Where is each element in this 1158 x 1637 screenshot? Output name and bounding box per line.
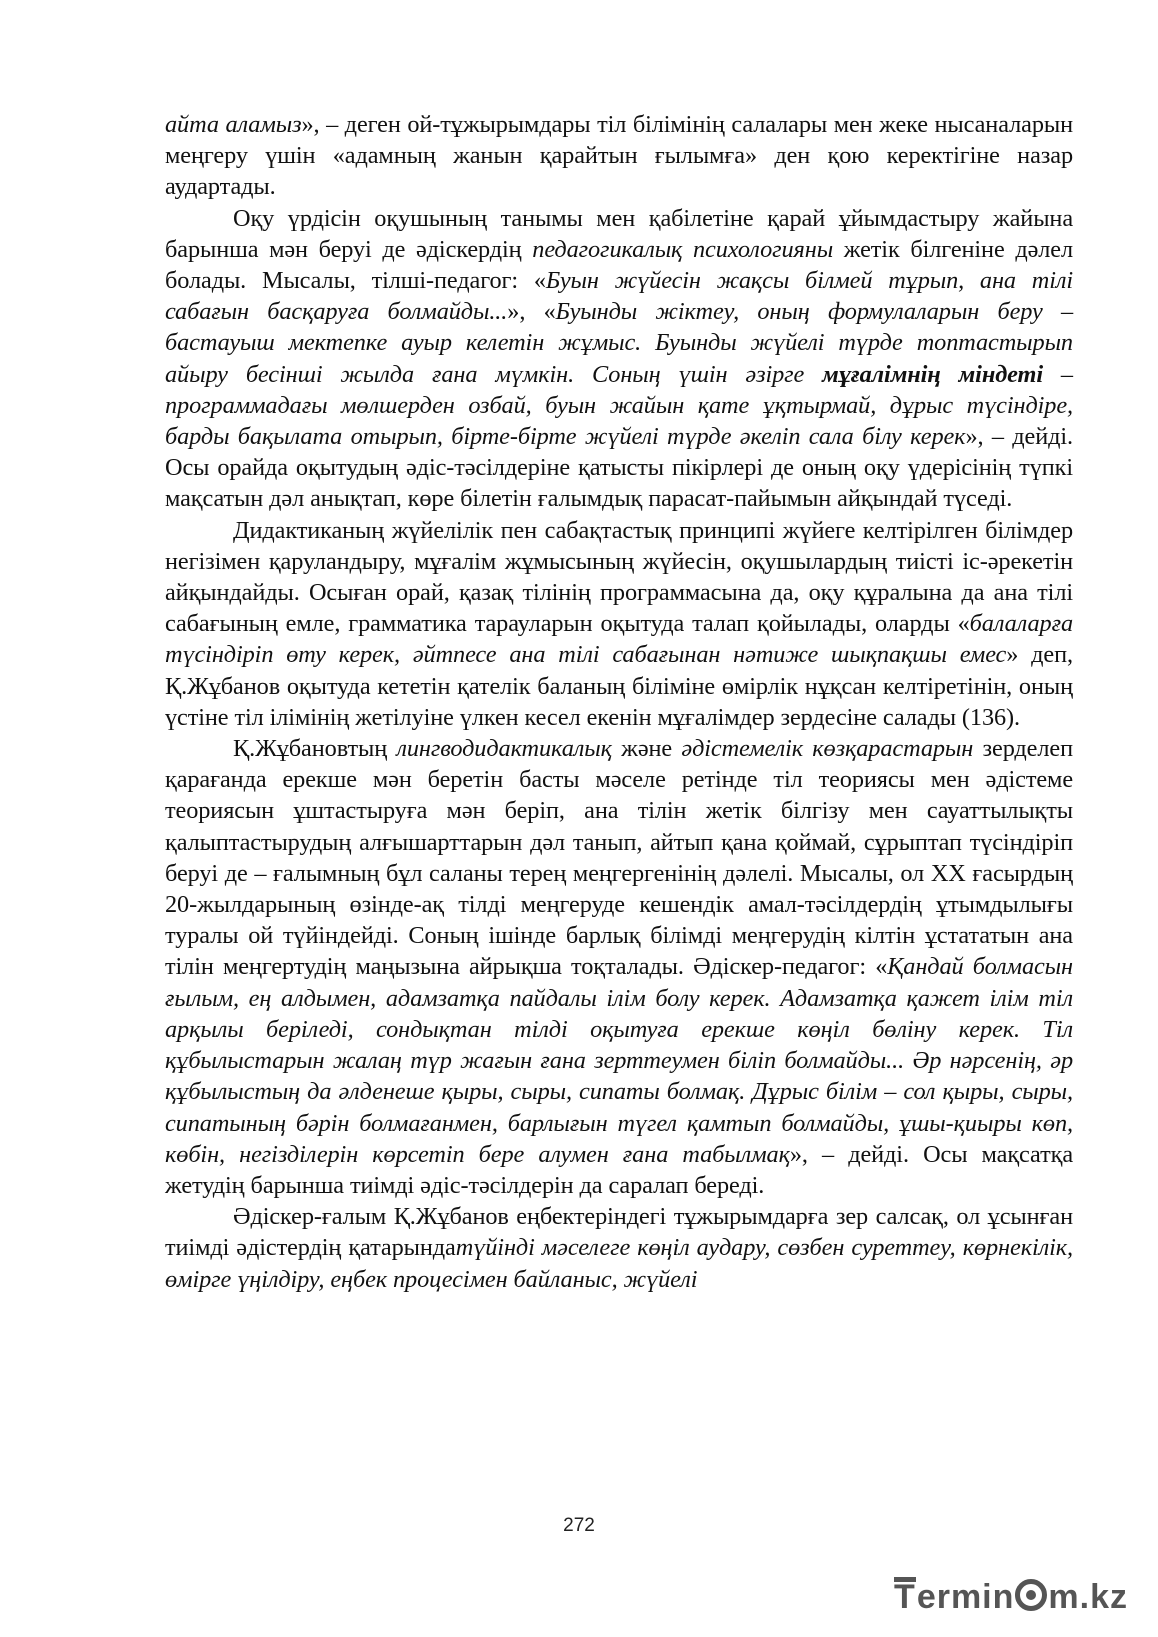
text-run: », – дейді. Осы мақсатқа жетудің барынша тиімді әдіс-тәсілдерін да саралап береді.	[165, 1140, 1074, 1199]
logo-text-suffix: m.kz	[1048, 1578, 1128, 1616]
bold-italic-run: мұғалімнің міндеті	[822, 360, 1043, 388]
text-run: », – дейді. Осы орайда оқытудың әдіс-тәсілдеріне қатысты пікірлері де оның оқу үдерісінің түпкі мақсатын дәл анықтап, көре білетін ғалымдық парасат-пайымын айқындай түседі.	[165, 423, 1073, 513]
italic-run: Буын жүйесін жақсы білмей тұрып, ана тілі сабағын басқаруға болмайды...	[165, 267, 1073, 326]
logo-letter-t: T	[894, 1578, 916, 1616]
italic-run: түйінді мәселеге көңіл аудару, сөзбен суреттеу, көрнекілік, өмірге үңілдіру, еңбек процесімен байланыс, жүйелі	[165, 1234, 1073, 1293]
text-run: Әдіскер-ғалым Қ.Жұбанов еңбектеріндегі тұжырымдарға зер салсақ, ол ұсынған тиімді әдістердің қатарында	[165, 1203, 1073, 1262]
italic-run: Қандай болмасын ғылым, ең алдымен, адамзатқа пайдалы ілім болу керек. Адамзатқа қажет ілім тіл арқылы беріледі, сондықтан тілді оқытуға ерекше көңіл бөліну керек. Тіл құбылыстарын жалаң түр жағын ғана зерттеумен біліп болмайды... Әр нәрсенің, әр құбылыстың да әлденеше қыры, сыры, сипаты болмақ. Дұрыс білім – сол қыры, сыры, сипатының бәрін болмағанмен, барлығын түгел қамтып болмайды, ұшы-қиыры көп, көбін, негізділерін көрсетіп бере алумен ғана табылмақ	[165, 953, 1073, 1168]
termincom-logo	[894, 1577, 1128, 1617]
text-run: Қ.Жұбановтың	[233, 735, 397, 763]
text-run: Дидактиканың жүйелілік пен сабақтастық принципі жүйеге келтірілген білімдер негізімен қаруландыру, мұғалім жұмысының жүйесін, оқушылардың тиісті іс-әрекетін айқындайды. Осыған орай, қазақ тілінің программасына да, оқу құралына да ана тілі сабағының емле, грамматика тарауларын оқытуда талап қойылады, оларды «	[165, 516, 1073, 638]
text-run: », – деген ой-тұжырымдары тіл білімінің салалары мен жеке нысаналарын меңгеру үшін «адамның жанын қарайтын ғылымға» ден қою керектігіне назар аудартады.	[165, 111, 1073, 201]
document-body	[165, 109, 1073, 1295]
italic-run: балаларға түсіндіріп өту керек, әйтпесе ана тілі сабағынан нәтиже шықпақшы емес	[165, 610, 1073, 669]
text-run: Оқу үрдісін оқушының танымы мен қабілетіне қарай ұйымдастыру жайына барынша мән беруі де әдіскердің	[165, 204, 1073, 263]
text-run: » деп, Қ.Жұбанов оқытуда кететін қателік баланың біліміне өмірлік нұқсан келтіретінін, оның үстіне тіл ілімінің жетілуіне үлкен кесел екенін мұғалімдер зердесіне салады (136).	[165, 641, 1073, 731]
page-number: 272	[563, 1515, 595, 1536]
italic-run: Буынды жіктеу, оның формулаларын беру – бастауыш мектепке ауыр келетін жұмыс. Буынды жүйелі түрде топтастырып айыру бесінші жылда ғана мүмкін. Соның үшін әзірге	[165, 298, 1074, 388]
paragraph	[165, 515, 1073, 733]
text-run: », «	[507, 298, 556, 326]
italic-run: айта аламыз	[165, 111, 302, 138]
paragraph	[165, 733, 1073, 1201]
italic-run: әдістемелік көзқарастарын	[681, 735, 974, 763]
logo-text-prefix: ermin	[916, 1578, 1015, 1616]
paragraph	[165, 109, 1073, 203]
paragraph	[165, 203, 1073, 515]
text-run: зерделеп қарағанда ерекше мән беретін басты мәселе ретінде тіл теориясы мен әдістеме теориясын ұштастыруға мән беріп, ана тілін жетік білгізу мен сауаттылықты қалыптастырудың алғышарттарын дәл танып, айтып қана қоймай, сұрыптап түсіндіріп беруі де – ғалымның бұл саланы терең меңгергенінің дәлелі. Мысалы, ол ХХ ғасырдың 20-жылдарының өзінде-ақ тілді меңгеруде кешендік амал-тәсілдердің ұтымдылығы туралы ой түйіндейді. Соның ішінде барлық білімді меңгерудің кілтін ұстататын ана тілін меңгертудің маңызына айрықша тоқталады. Әдіскер-педагог: «	[165, 735, 1073, 981]
paragraph	[165, 1201, 1073, 1295]
text-run: жетік білгеніне дәлел болады. Мысалы, тілші-педагог: «	[165, 235, 1073, 295]
text-run: және	[611, 735, 682, 763]
italic-run: лингводидактикалық	[396, 735, 612, 763]
italic-run: – программадағы мөлшерден озбай, буын жайын қате ұқтырмай, дұрыс түсіндіре, барды бақылата отырып, бірте-бірте жүйелі түрде әкеліп сала білу керек	[165, 360, 1073, 451]
italic-run: педагогикалық психологияны	[532, 235, 834, 263]
logo-ring-icon	[1015, 1579, 1047, 1611]
